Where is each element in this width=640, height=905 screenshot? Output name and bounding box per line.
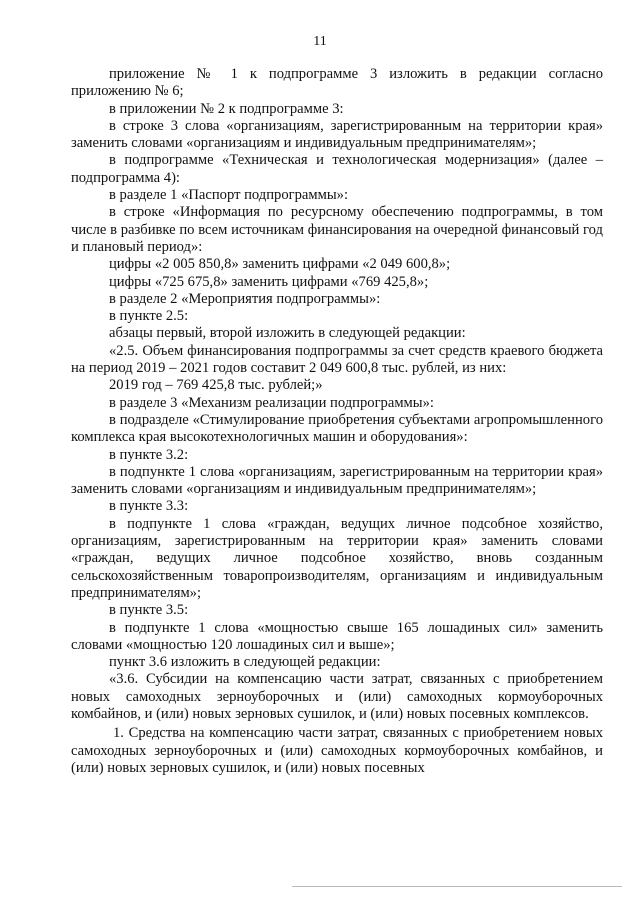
paragraph: в пункте 3.2:	[109, 446, 189, 463]
paragraph: 1. Средства на компенсацию части затрат, связанных с приобретением новых самоходных зерноуборочных и (или) самоходных кормоуборочных комбайнов, и (или) новых зерновых сушилок, и (или) новых посевных	[71, 725, 603, 776]
scan-edge-divider	[292, 886, 622, 887]
paragraph: в пункте 3.5:	[109, 602, 189, 619]
paragraph: в строке 3 слова «организациям, зарегистрированным на территории края» заменить словами «организациям и индивидуальным предпринимателям»;	[71, 117, 603, 152]
paragraph: в разделе 1 «Паспорт подпрограммы»:	[109, 187, 349, 204]
paragraph: в подпункте 1 слова «мощностью свыше 165 лошадиных сил» заменить словами «мощностью 120 лошадиных сил и выше»;	[71, 619, 603, 653]
paragraph: в подпункте 1 слова «организациям, зарегистрированным на территории края» заменить словами «организациям и индивидуальным предпринимателям»;	[71, 463, 603, 498]
paragraph: в подпрограмме «Техническая и технологическая модернизация» (далее – подпрограмма 4):	[71, 152, 603, 186]
paragraph: абзацы первый, второй изложить в следующей редакции:	[109, 325, 466, 342]
paragraph: приложение № 1 к подпрограмме 3 изложить в редакции согласно приложению № 6;	[71, 66, 603, 100]
page-number: 11	[313, 34, 327, 49]
paragraph: в подпункте 1 слова «граждан, ведущих личное подсобное хозяйство, организациям, зарегистрированным на территории края» заменить словами «граждан, ведущих личное подсобное хозяйство, вновь созданным сельскохозяйственным товаропроизводителям, организациям и индивидуальным предпринимателям»;	[71, 515, 603, 601]
paragraph: пункт 3.6 изложить в следующей редакции:	[109, 654, 381, 671]
paragraph: в разделе 2 «Мероприятия подпрограммы»:	[109, 290, 381, 307]
paragraph: в пункте 2.5:	[109, 308, 189, 325]
document-body	[71, 66, 603, 777]
paragraph: «3.6. Субсидии на компенсацию части затрат, связанных с приобретением новых самоходных зерноуборочных и (или) самоходных кормоуборочных комбайнов, и (или) новых зерновых сушилок, и (или) новых посевных комплексов.	[71, 671, 603, 722]
paragraph: в разделе 3 «Механизм реализации подпрограммы»:	[109, 394, 434, 411]
paragraph: в подразделе «Стимулирование приобретения субъектами агропромышленного комплекса края высокотехнологичных машин и оборудования»:	[71, 411, 603, 446]
paragraph: в пункте 3.3:	[109, 498, 189, 515]
paragraph: в строке «Информация по ресурсному обеспечению подпрограммы, в том числе в разбивке по всем источникам финансирования на очередной финансовый год и плановый период»:	[71, 204, 603, 255]
paragraph: цифры «725 675,8» заменить цифрами «769 425,8»;	[109, 273, 429, 290]
paragraph: в приложении № 2 к подпрограмме 3:	[109, 100, 344, 117]
paragraph: 2019 год – 769 425,8 тыс. рублей;»	[109, 377, 323, 394]
paragraph: «2.5. Объем финансирования подпрограммы за счет средств краевого бюджета на период 2019 – 2021 годов составит 2 049 600,8 тыс. рублей, из них:	[71, 342, 603, 377]
paragraph: цифры «2 005 850,8» заменить цифрами «2 049 600,8»;	[109, 256, 451, 273]
